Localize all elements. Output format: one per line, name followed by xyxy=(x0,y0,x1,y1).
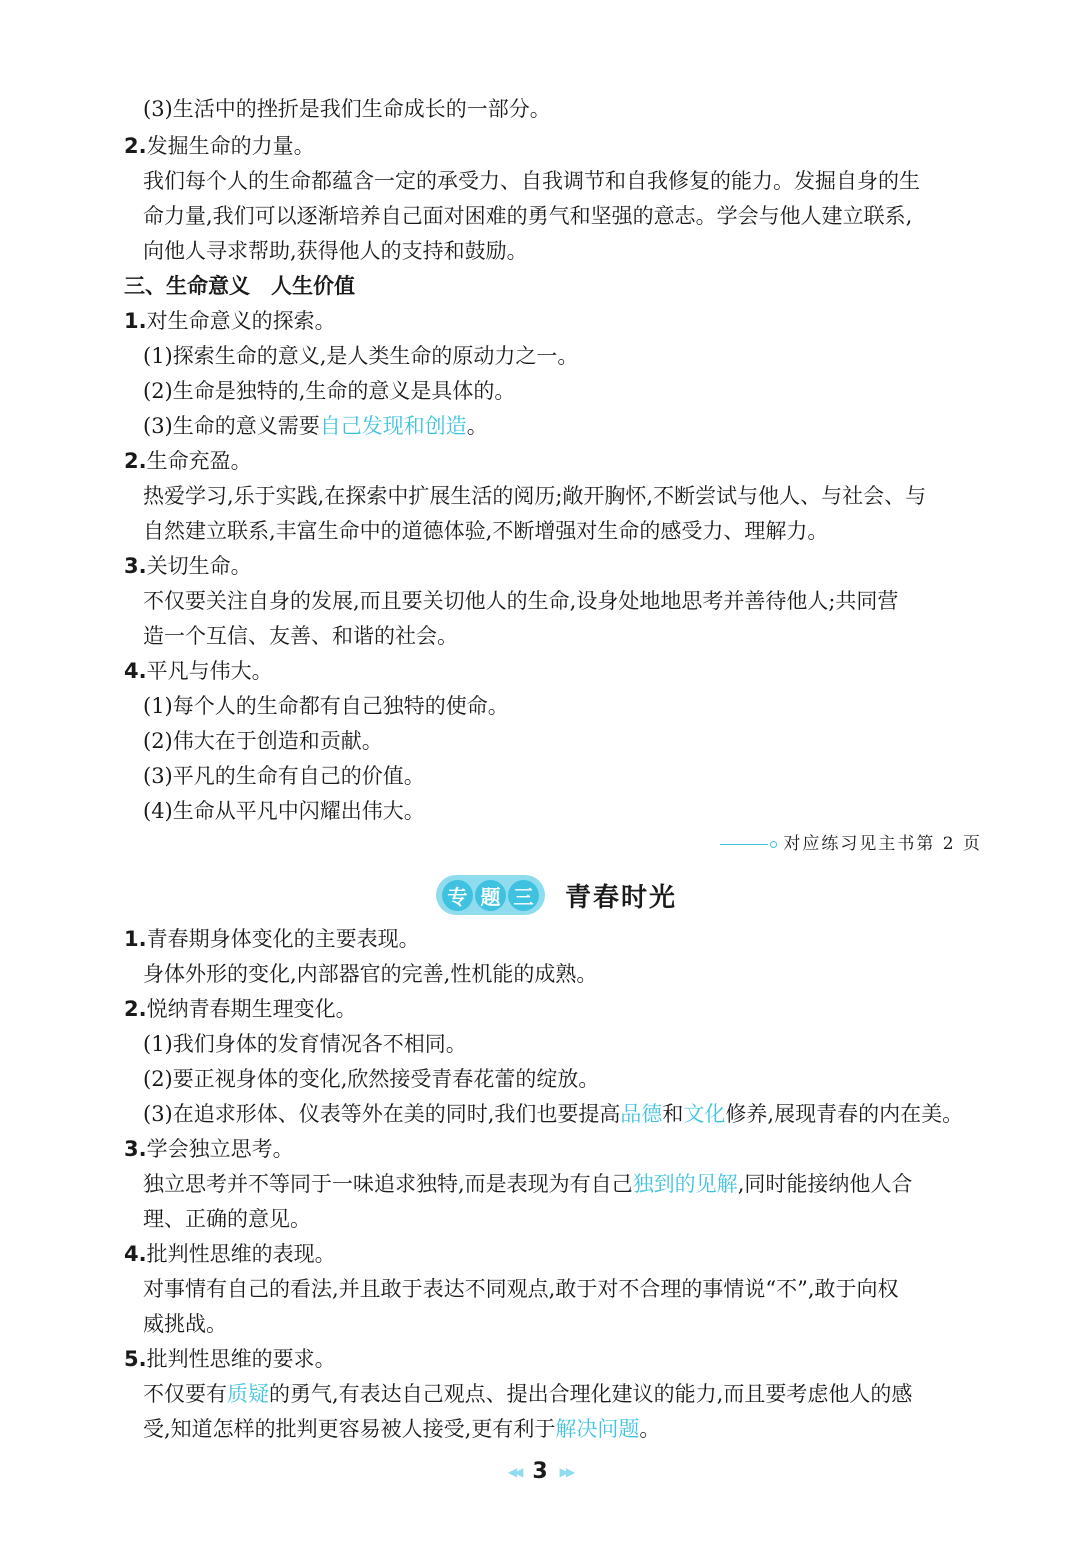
item-title: 批判性思维的表现。 xyxy=(146,1242,336,1266)
text-line xyxy=(143,1169,912,1199)
highlight-text: 自己发现和创造 xyxy=(319,414,467,438)
highlight-text: 独到的见解 xyxy=(632,1172,738,1196)
text-line: 自然建立联系,丰富生命中的道德体验,不断增强对生命的感受力、理解力。 xyxy=(143,519,829,543)
text-segment: 受,知道怎样的批判更容易被人接受,更有利于 xyxy=(143,1417,556,1441)
text-segment: 和 xyxy=(662,1102,684,1126)
text-line: (2)生命是独特的,生命的意义是具体的。 xyxy=(143,379,516,403)
item-number: 5. xyxy=(124,1347,147,1371)
text-line: 造一个互信、友善、和谐的社会。 xyxy=(143,624,458,648)
topic-header xyxy=(436,875,677,915)
text-segment: 。 xyxy=(639,1417,661,1441)
item-number: 2. xyxy=(124,997,147,1021)
text-segment: 的勇气,有表达自己观点、提出合理化建议的能力,而且要考虑他人的感 xyxy=(269,1382,913,1406)
item-title: 对生命意义的探索。 xyxy=(146,309,336,333)
double-left-arrow-icon: ◀◀ xyxy=(507,1464,521,1479)
topic-title: 青春时光 xyxy=(565,882,678,913)
text-line: 对事情有自己的看法,并且敢于表达不同观点,敢于对不合理的事情说“不”,敢于向权 xyxy=(143,1277,899,1301)
text-segment: 。 xyxy=(466,414,488,438)
text-line: (1)探索生命的意义,是人类生命的原动力之一。 xyxy=(143,344,579,368)
topic-badge xyxy=(436,875,545,915)
text-segment: 独立思考并不等同于一味追求独特,而是表现为有自己 xyxy=(143,1172,633,1196)
text-line: (3)生活中的挫折是我们生命成长的一部分。 xyxy=(143,97,551,121)
text-line xyxy=(143,1414,660,1444)
item-number: 2. xyxy=(124,134,147,158)
text-line: 热爱学习,乐于实践,在探索中扩展生活的阅历;敞开胸怀,不断尝试与他人、与社会、与 xyxy=(143,484,927,508)
text-segment: (3)生命的意义需要 xyxy=(143,414,320,438)
item-title: 批判性思维的要求。 xyxy=(146,1347,336,1371)
item-number: 2. xyxy=(124,449,147,473)
item-heading xyxy=(124,1239,336,1269)
item-heading xyxy=(124,994,357,1024)
page-number: 3 xyxy=(532,1459,548,1484)
text-line: (2)要正视身体的变化,欣然接受青春花蕾的绽放。 xyxy=(143,1067,600,1091)
text-line: 命力量,我们可以逐渐培养自己面对困难的勇气和坚强的意志。学会与他人建立联系, xyxy=(143,204,913,228)
practice-reference xyxy=(720,831,982,857)
text-line xyxy=(143,1099,963,1129)
text-segment: (3)在追求形体、仪表等外在美的同时,我们也要提高 xyxy=(143,1102,621,1126)
text-line: (3)平凡的生命有自己的价值。 xyxy=(143,764,425,788)
reference-text: 对应练习见主书第 2 页 xyxy=(783,834,982,854)
text-segment: 不仅要有 xyxy=(143,1382,227,1406)
text-line: 理、正确的意见。 xyxy=(143,1207,311,1231)
item-heading xyxy=(124,131,315,161)
item-title: 生命充盈。 xyxy=(146,449,252,473)
item-heading xyxy=(124,656,273,686)
page-footer xyxy=(0,1459,1080,1484)
item-title: 发掘生命的力量。 xyxy=(146,134,315,158)
item-heading xyxy=(124,1344,336,1374)
item-heading xyxy=(124,446,252,476)
dash-line-icon xyxy=(720,844,768,845)
circle-dot-icon xyxy=(770,841,777,848)
highlight-text: 解决问题 xyxy=(555,1417,640,1441)
text-line: 不仅要关注自身的发展,而且要关切他人的生命,设身处地地思考并善待他人;共同营 xyxy=(143,589,899,613)
text-line xyxy=(143,411,488,441)
text-segment: ,同时能接纳他人合 xyxy=(737,1172,913,1196)
text-line: (1)每个人的生命都有自己独特的使命。 xyxy=(143,694,509,718)
item-number: 1. xyxy=(124,927,147,951)
text-segment: 修养,展现青春的内在美。 xyxy=(725,1102,964,1126)
item-number: 4. xyxy=(124,1242,147,1266)
item-number: 3. xyxy=(124,554,147,578)
item-heading xyxy=(124,551,252,581)
item-heading xyxy=(124,306,336,336)
item-number: 3. xyxy=(124,1137,147,1161)
highlight-text: 品德 xyxy=(620,1102,663,1126)
text-line: 威挑战。 xyxy=(143,1312,227,1336)
text-line: 我们每个人的生命都蕴含一定的承受力、自我调节和自我修复的能力。发掘自身的生 xyxy=(143,169,920,193)
section-heading: 三、生命意义 人生价值 xyxy=(124,274,355,298)
item-title: 平凡与伟大。 xyxy=(146,659,273,683)
item-title: 关切生命。 xyxy=(146,554,252,578)
badge-char: 专 xyxy=(442,880,473,911)
item-number: 4. xyxy=(124,659,147,683)
item-title: 学会独立思考。 xyxy=(146,1137,294,1161)
text-line: 向他人寻求帮助,获得他人的支持和鼓励。 xyxy=(143,239,528,263)
badge-char: 题 xyxy=(475,880,506,911)
item-number: 1. xyxy=(124,309,147,333)
text-line: (4)生命从平凡中闪耀出伟大。 xyxy=(143,799,425,823)
item-title: 青春期身体变化的主要表现。 xyxy=(146,927,420,951)
item-heading xyxy=(124,924,420,954)
text-line xyxy=(143,1379,912,1409)
text-line: (2)伟大在于创造和贡献。 xyxy=(143,729,383,753)
double-right-arrow-icon: ▶▶ xyxy=(559,1464,573,1479)
highlight-text: 文化 xyxy=(683,1102,726,1126)
highlight-text: 质疑 xyxy=(227,1382,269,1406)
badge-char: 三 xyxy=(508,880,539,911)
text-line: 身体外形的变化,内部器官的完善,性机能的成熟。 xyxy=(143,962,598,986)
item-heading xyxy=(124,1134,294,1164)
text-line: (1)我们身体的发育情况各不相同。 xyxy=(143,1032,467,1056)
item-title: 悦纳青春期生理变化。 xyxy=(146,997,357,1021)
